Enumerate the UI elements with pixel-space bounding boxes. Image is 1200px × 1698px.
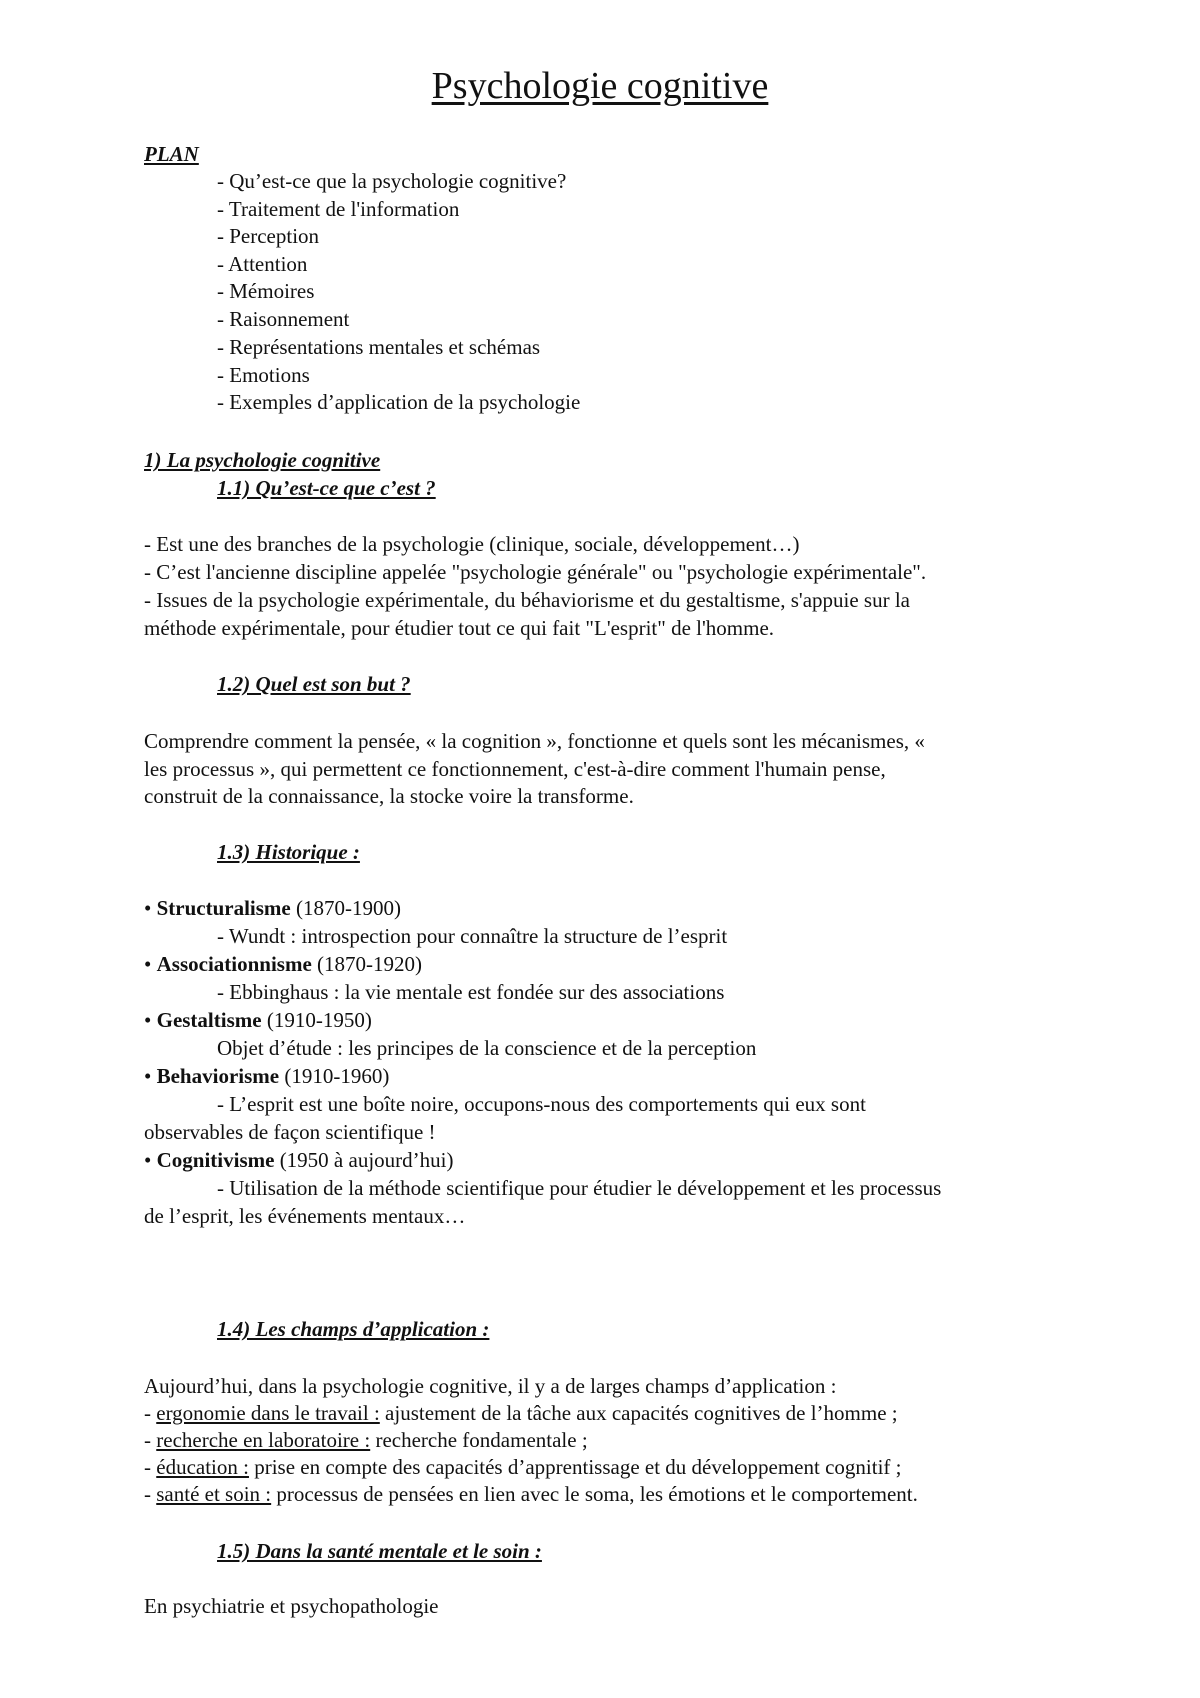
- application-term: éducation :: [156, 1455, 249, 1479]
- history-period: (1870-1920): [311, 952, 423, 976]
- application-text: ajustement de la tâche aux capacités cognitives de l’homme ;: [379, 1401, 898, 1425]
- history-item: [144, 1006, 372, 1034]
- history-desc: de l’esprit, les événements mentaux…: [144, 1204, 466, 1228]
- plan-item: - Emotions: [217, 363, 310, 387]
- paragraph-line: Aujourd’hui, dans la psychologie cognitive, il y a de larges champs d’application :: [144, 1374, 837, 1398]
- paragraph-line: - Issues de la psychologie expérimentale, du béhaviorisme et du gestaltisme, s'appuie sur la: [144, 588, 910, 612]
- subsection-heading: 1.1) Qu’est-ce que c’est ?: [217, 476, 436, 500]
- application-text: processus de pensées en lien avec le soma, les émotions et le comportement.: [271, 1482, 918, 1506]
- paragraph-line: En psychiatrie et psychopathologie: [144, 1594, 439, 1618]
- bullet: •: [144, 896, 152, 920]
- history-period: (1950 à aujourd’hui): [274, 1148, 454, 1172]
- document-title: Psychologie cognitive: [431, 65, 769, 107]
- plan-item: - Attention: [217, 252, 308, 276]
- history-desc: Objet d’étude : les principes de la conscience et de la perception: [217, 1036, 757, 1060]
- history-period: (1910-1950): [261, 1008, 372, 1032]
- plan-item: - Perception: [217, 224, 320, 248]
- application-text: recherche fondamentale ;: [370, 1428, 588, 1452]
- plan-item: - Mémoires: [217, 279, 315, 303]
- plan-heading: PLAN: [144, 142, 199, 166]
- plan-item: - Traitement de l'information: [217, 197, 460, 221]
- paragraph-line: les processus », qui permettent ce fonctionnement, c'est-à-dire comment l'humain pense,: [144, 757, 886, 781]
- paragraph-line: Comprendre comment la pensée, « la cognition », fonctionne et quels sont les mécanismes, «: [144, 729, 925, 753]
- subsection-heading: 1.5) Dans la santé mentale et le soin :: [217, 1539, 542, 1563]
- history-name: Associationnisme: [156, 952, 312, 976]
- subsection-heading: 1.4) Les champs d’application :: [217, 1317, 490, 1341]
- plan-item: - Exemples d’application de la psychologie: [217, 390, 581, 414]
- application-term: recherche en laboratoire :: [156, 1428, 371, 1452]
- application-text: prise en compte des capacités d’apprentissage et du développement cognitif ;: [248, 1455, 902, 1479]
- history-name: Cognitivisme: [156, 1148, 275, 1172]
- history-item: [144, 950, 422, 978]
- plan-item: - Qu’est-ce que la psychologie cognitive?: [217, 169, 567, 193]
- history-period: (1870-1900): [290, 896, 401, 920]
- application-item: - recherche en laboratoire : recherche fondamentale ;: [144, 1428, 588, 1452]
- bullet: •: [144, 1008, 152, 1032]
- paragraph-line: méthode expérimentale, pour étudier tout ce qui fait "L'esprit" de l'homme.: [144, 616, 775, 640]
- history-desc: - Utilisation de la méthode scientifique pour étudier le développement et les processus: [217, 1176, 942, 1200]
- history-desc: - Ebbinghaus : la vie mentale est fondée sur des associations: [217, 980, 725, 1004]
- subsection-heading: 1.3) Historique :: [217, 840, 360, 864]
- history-name: Behaviorisme: [156, 1064, 280, 1088]
- bullet: •: [144, 1064, 152, 1088]
- history-item: [144, 894, 401, 922]
- history-desc: - L’esprit est une boîte noire, occupons-nous des comportements qui eux sont: [217, 1092, 866, 1116]
- history-name: Structuralisme: [156, 896, 291, 920]
- application-term: ergonomie dans le travail :: [156, 1401, 380, 1425]
- paragraph-line: - C’est l'ancienne discipline appelée "psychologie générale" ou "psychologie expérimentale".: [144, 560, 927, 584]
- history-period: (1910-1960): [279, 1064, 390, 1088]
- history-item: [144, 1062, 389, 1090]
- history-desc: observables de façon scientifique !: [144, 1120, 436, 1144]
- application-item: - santé et soin : processus de pensées en lien avec le soma, les émotions et le comportement.: [144, 1482, 918, 1506]
- plan-item: - Raisonnement: [217, 307, 350, 331]
- plan-item: - Représentations mentales et schémas: [217, 335, 541, 359]
- application-item: - ergonomie dans le travail : ajustement de la tâche aux capacités cognitives de l’homme ;: [144, 1401, 898, 1425]
- section-heading: 1) La psychologie cognitive: [144, 448, 381, 472]
- paragraph-line: construit de la connaissance, la stocke voire la transforme.: [144, 784, 634, 808]
- application-item: - éducation : prise en compte des capacités d’apprentissage et du développement cognitif ;: [144, 1455, 902, 1479]
- subsection-heading: 1.2) Quel est son but ?: [217, 672, 411, 696]
- bullet: •: [144, 1148, 152, 1172]
- history-desc: - Wundt : introspection pour connaître la structure de l’esprit: [217, 924, 728, 948]
- application-term: santé et soin :: [156, 1482, 272, 1506]
- bullet: •: [144, 952, 152, 976]
- history-name: Gestaltisme: [156, 1008, 262, 1032]
- paragraph-line: - Est une des branches de la psychologie (clinique, sociale, développement…): [144, 532, 800, 556]
- history-item: [144, 1146, 453, 1174]
